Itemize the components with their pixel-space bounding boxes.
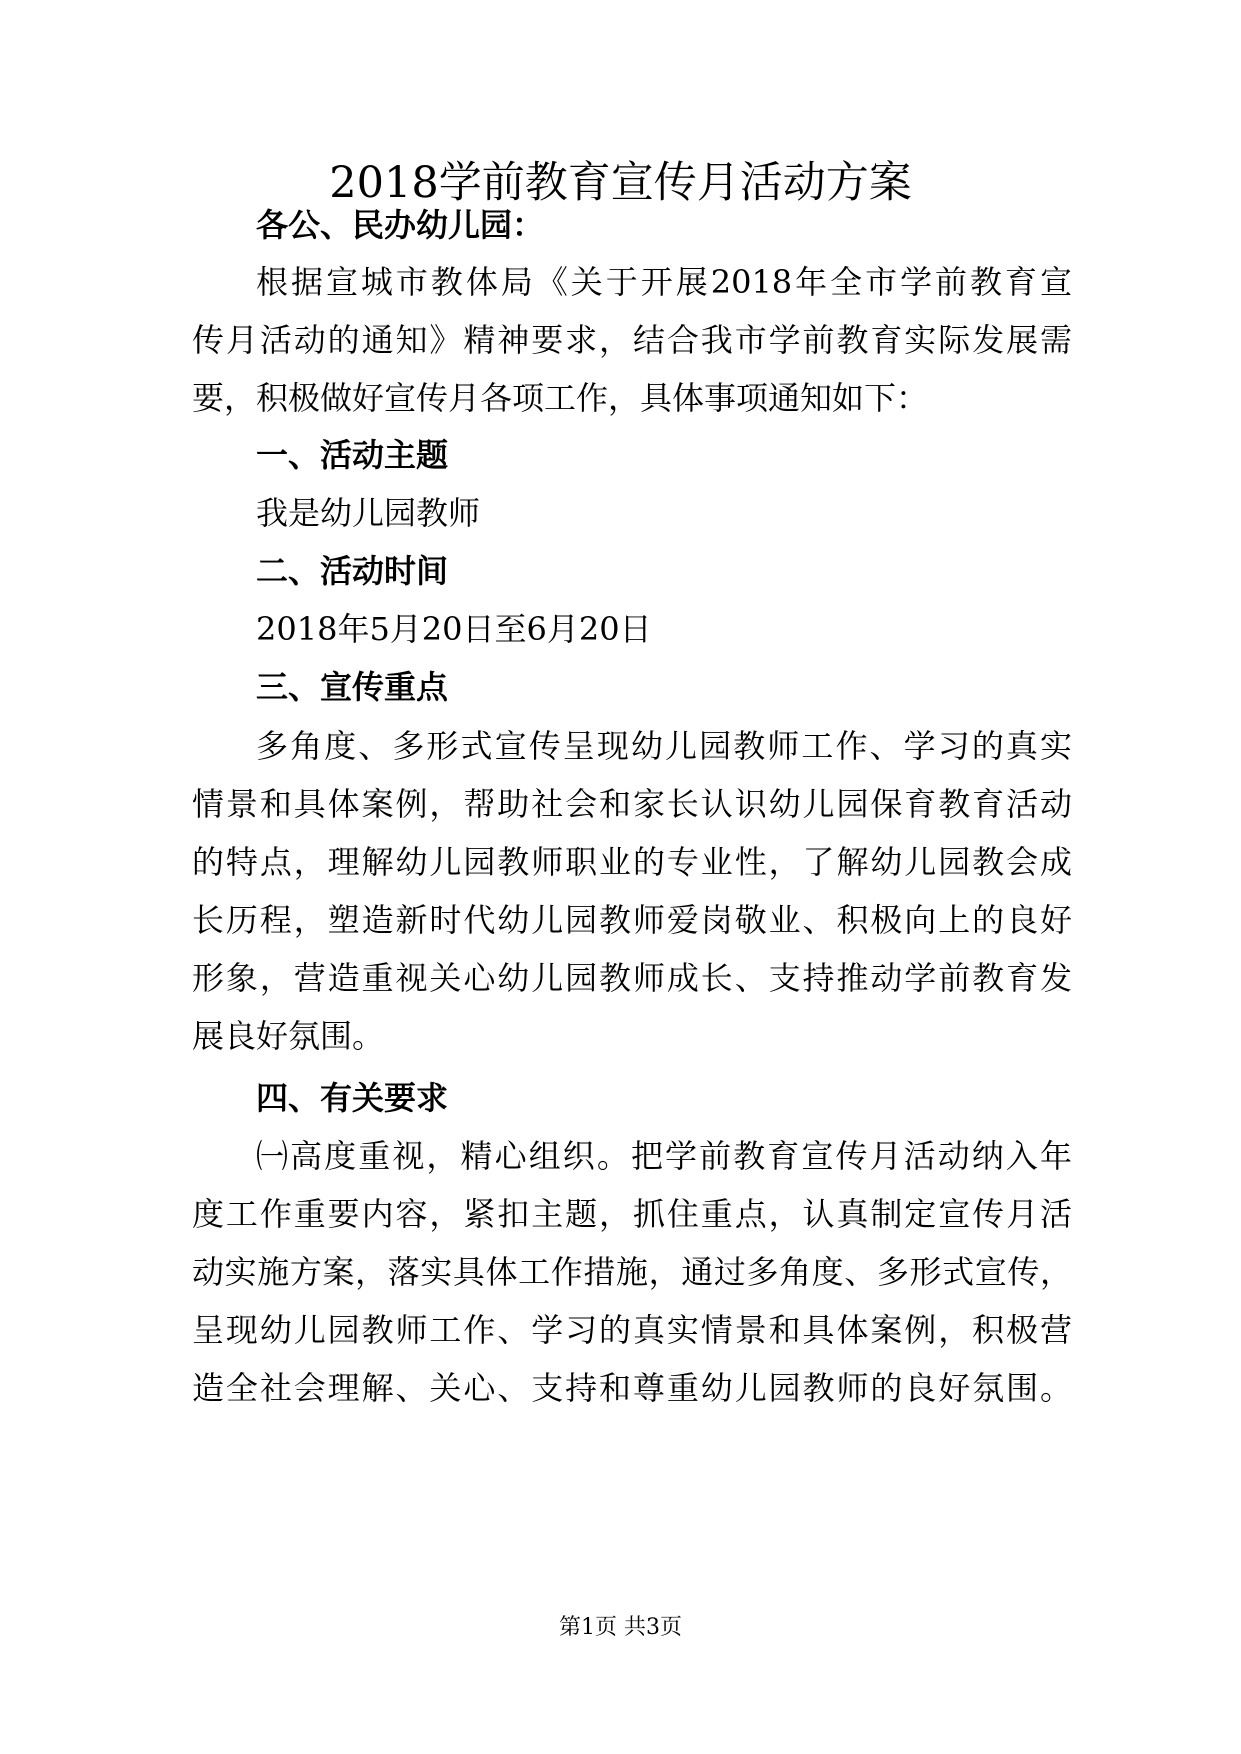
- intro-line: 传月活动的通知》精神要求，结合我市学前教育实际发展需: [192, 321, 1072, 359]
- section-requirements-line: 度工作重要内容，紧扣主题，抓住重点，认真制定宣传月活: [192, 1195, 1072, 1233]
- section-requirements-line: 动实施方案，落实具体工作措施，通过多角度、多形式宣传，: [192, 1253, 1072, 1291]
- section-requirements-line: 呈现幼儿园教师工作、学习的真实情景和具体案例，积极营: [192, 1311, 1072, 1349]
- intro-line: 要，积极做好宣传月各项工作，具体事项通知如下：: [192, 379, 929, 417]
- section-focus-line: 情景和具体案例，帮助社会和家长认识幼儿园保育教育活动: [192, 785, 1072, 823]
- section-heading-theme: 一、活动主题: [256, 436, 449, 474]
- section-focus-line: 多角度、多形式宣传呈现幼儿园教师工作、学习的真实: [256, 727, 1072, 765]
- section-body-time: 2018年5月20日至6月20日: [256, 610, 652, 648]
- section-focus-line: 长历程，塑造新时代幼儿园教师爱岗敬业、积极向上的良好: [192, 901, 1072, 939]
- section-body-theme: 我是幼儿园教师: [256, 494, 481, 532]
- salutation: 各公、民办幼儿园：: [256, 206, 545, 244]
- section-focus-line: 展良好氛围。: [192, 1017, 385, 1055]
- section-focus-line: 形象，营造重视关心幼儿园教师成长、支持推动学前教育发: [192, 959, 1072, 997]
- section-heading-focus: 三、宣传重点: [256, 668, 449, 706]
- section-requirements-line: ㈠高度重视，精心组织。把学前教育宣传月活动纳入年: [256, 1137, 1072, 1175]
- document-title: 2018学前教育宣传月活动方案: [329, 158, 912, 208]
- page-number-footer: 第1页 共3页: [559, 1615, 682, 1640]
- section-heading-time: 二、活动时间: [256, 552, 449, 590]
- intro-line: 根据宣城市教体局《关于开展2018年全市学前教育宣: [256, 263, 1072, 301]
- section-heading-requirements: 四、有关要求: [256, 1079, 449, 1117]
- section-focus-line: 的特点，理解幼儿园教师职业的专业性，了解幼儿园教会成: [192, 843, 1072, 881]
- section-requirements-line: 造全社会理解、关心、支持和尊重幼儿园教师的良好氛围。: [192, 1369, 1072, 1407]
